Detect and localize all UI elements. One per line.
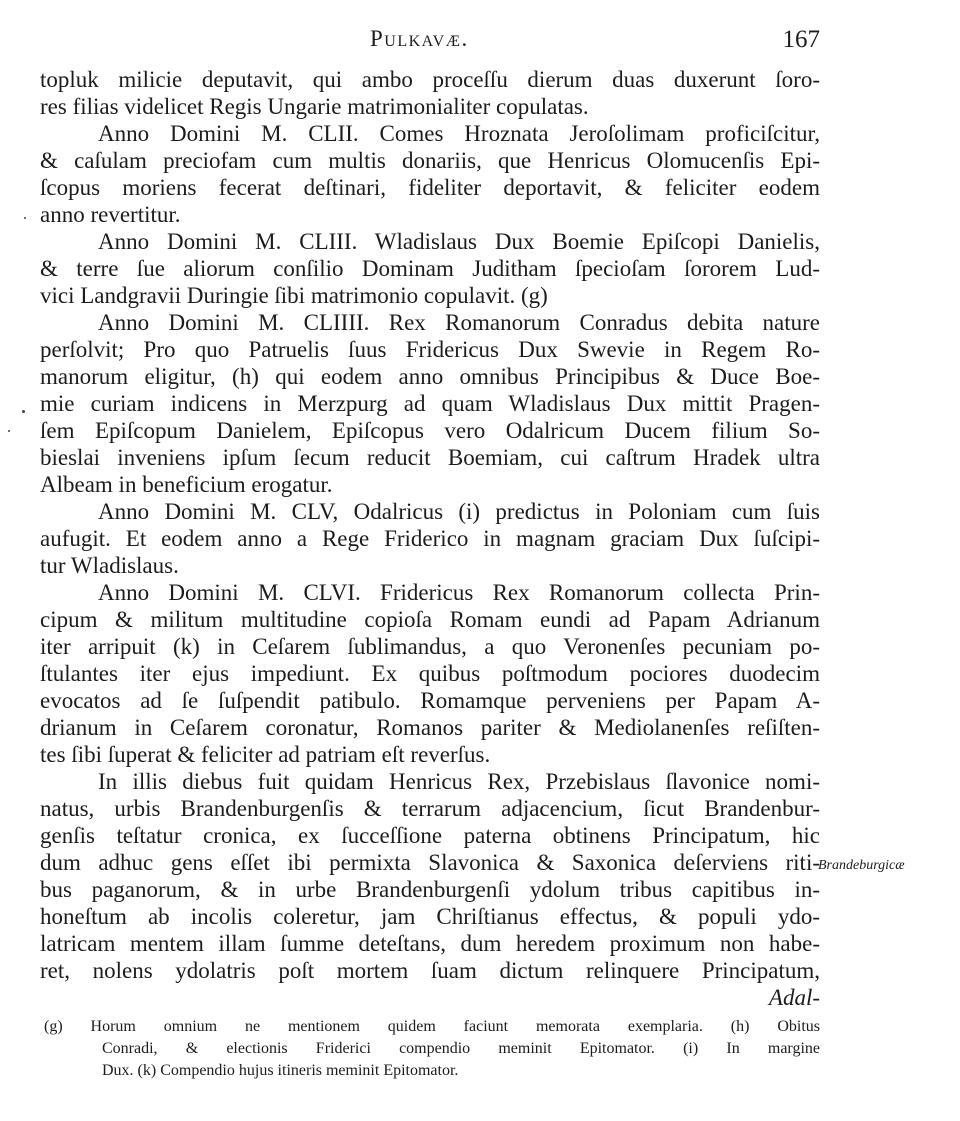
text-line: Anno Domini M. CLIII. Wladislaus Dux Boemie Epiſcopi Danielis,	[98, 229, 820, 254]
text-line: ret, nolens ydolatris poſt mortem ſuam dictum relinquere Principatum,	[40, 958, 820, 983]
text-line: manorum eligitur, (h) qui eodem anno omnibus Principibus & Duce Boe-	[40, 364, 820, 389]
text-line: drianum in Ceſarem coronatur, Romanos pariter & Mediolanenſes reſiſten-	[40, 715, 820, 740]
footnotes	[44, 1016, 820, 1082]
text-line: honeſtum ab incolis coleretur, jam Chriſtianus effectus, & populi ydo-	[40, 904, 820, 929]
text-line: bus paganorum, & in urbe Brandenburgenſi ydolum tribus capitibus in-	[40, 877, 820, 902]
text-line: ſtulantes iter ejus impediunt. Ex quibus poſtmodum pociores duodecim	[40, 661, 820, 686]
text-line: iter arripuit (k) in Ceſarem ſublimandus, a quo Veronenſes pecuniam po-	[40, 634, 820, 659]
catchword: Adal-	[768, 985, 820, 1010]
text-line: natus, urbis Brandenburgenſis & terrarum adjacencium, ſicut Brandenbur-	[40, 796, 820, 821]
footnote-line: Conradi, & electionis Friderici compendio meminit Epitomator. (i) In margine	[102, 1040, 820, 1057]
text-line: bieslai inveniens ipſum ſecum reducit Boemiam, cui caſtrum Hradek ultra	[40, 445, 820, 470]
paper-speck	[22, 410, 25, 413]
running-title: Pulkavæ.	[370, 26, 469, 51]
text-line: perſolvit; Pro quo Patruelis ſuus Fridericus Dux Swevie in Regem Ro-	[40, 337, 820, 362]
body-text	[40, 66, 820, 1011]
margin-note: Brandeburgicæ	[818, 858, 905, 873]
text-line: tur Wladislaus.	[40, 553, 179, 578]
text-line: cipum & militum multitudine copioſa Romam eundi ad Papam Adrianum	[40, 607, 820, 632]
text-line: & terre ſue aliorum conſilio Dominam Juditham ſpecioſam ſororem Lud-	[40, 256, 820, 281]
text-line: anno revertitur.	[40, 202, 181, 227]
text-line: aufugit. Et eodem anno a Rege Friderico in magnam graciam Dux ſuſcipi-	[40, 526, 820, 551]
text-line: res filias videlicet Regis Ungarie matrimonialiter copulatas.	[40, 94, 589, 119]
text-line: tes ſibi ſuperat & feliciter ad patriam eſt reverſus.	[40, 742, 491, 767]
text-line: dum adhuc gens eſſet ibi permixta Slavonica & Saxonica deſerviens riti-	[40, 850, 820, 875]
text-line: Anno Domini M. CLV, Odalricus (i) predictus in Poloniam cum ſuis	[98, 499, 820, 524]
text-line: mie curiam indicens in Merzpurg ad quam Wladislaus Dux mittit Pragen-	[40, 391, 820, 416]
text-line: topluk milicie deputavit, qui ambo proceſſu dierum duas duxerunt ſoro-	[40, 67, 820, 92]
text-line: latricam mentem illam ſumme deteſtans, dum heredem proximum non habe-	[40, 931, 820, 956]
text-line: Albeam in beneficium erogatur.	[40, 472, 333, 497]
text-line: evocatos ad ſe ſuſpendit patibulo. Romamque perveniens per Papam A-	[40, 688, 820, 713]
paper-speck	[8, 430, 10, 432]
paper-speck	[24, 217, 26, 219]
page-number: 167	[782, 26, 820, 53]
text-line: & caſulam preciofam cum multis donariis, que Henricus Olomucenſis Epi-	[40, 148, 820, 173]
footnote-line: Dux. (k) Compendio hujus itineris meminit Epitomator.	[102, 1062, 459, 1079]
text-line: vici Landgravii Duringie ſibi matrimonio copulavit. (g)	[40, 283, 548, 308]
page-header	[40, 26, 820, 58]
text-line: In illis diebus fuit quidam Henricus Rex, Przebislaus ſlavonice nomi-	[98, 769, 820, 794]
text-line: ſcopus moriens fecerat deſtinari, fideliter deportavit, & feliciter eodem	[40, 175, 820, 200]
text-line: genſis teſtatur cronica, ex ſucceſſione paterna obtinens Principatum, hic	[40, 823, 820, 848]
text-line: Anno Domini M. CLVI. Fridericus Rex Romanorum collecta Prin-	[98, 580, 820, 605]
text-line: Anno Domini M. CLIIII. Rex Romanorum Conradus debita nature	[98, 310, 820, 335]
text-line: Anno Domini M. CLII. Comes Hroznata Jeroſolimam proficiſcitur,	[98, 121, 820, 146]
text-line: ſem Epiſcopum Danielem, Epiſcopus vero Odalricum Ducem filium So-	[40, 418, 820, 443]
footnote-line: (g) Horum omnium ne mentionem quidem faciunt memorata exemplaria. (h) Obitus	[44, 1018, 820, 1035]
